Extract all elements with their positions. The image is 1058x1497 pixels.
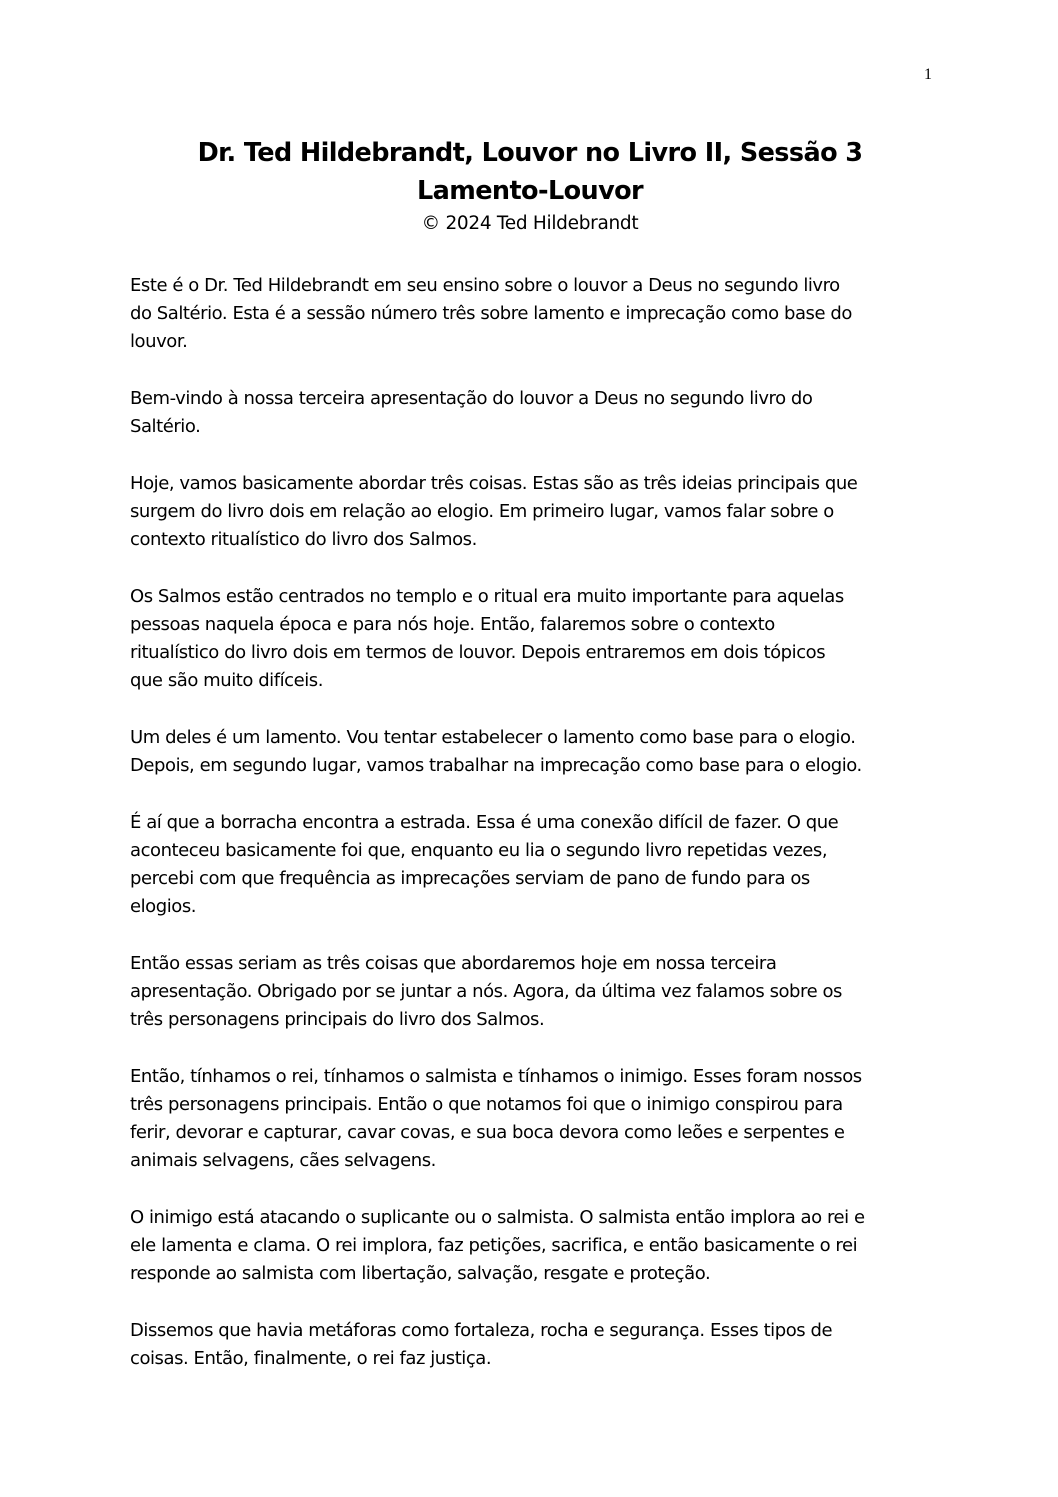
text-line: Hoje, vamos basicamente abordar três coisas. Estas são as três ideias principais que xyxy=(130,473,858,494)
document-body xyxy=(130,272,930,1402)
paragraph xyxy=(130,1317,930,1373)
text-line: responde ao salmista com libertação, salvação, resgate e proteção. xyxy=(130,1263,711,1284)
text-line: animais selvagens, cães selvagens. xyxy=(130,1150,436,1171)
text-line: louvor. xyxy=(130,331,188,352)
paragraph xyxy=(130,724,930,780)
paragraph xyxy=(130,1204,930,1288)
text-line: elogios. xyxy=(130,896,197,917)
page-number: 1 xyxy=(924,66,932,83)
text-line: Bem-vindo à nossa terceira apresentação do louvor a Deus no segundo livro do xyxy=(130,388,813,409)
document-header xyxy=(130,134,930,237)
title-line-2: Lamento-Louvor xyxy=(416,176,643,206)
text-line: Este é o Dr. Ted Hildebrandt em seu ensino sobre o louvor a Deus no segundo livro xyxy=(130,275,840,296)
text-line: Então, tínhamos o rei, tínhamos o salmista e tínhamos o inimigo. Esses foram nossos xyxy=(130,1066,862,1087)
paragraph xyxy=(130,583,930,695)
text-line: coisas. Então, finalmente, o rei faz justiça. xyxy=(130,1348,492,1369)
text-line: aconteceu basicamente foi que, enquanto eu lia o segundo livro repetidas vezes, xyxy=(130,840,828,861)
paragraph xyxy=(130,950,930,1034)
text-line: Depois, em segundo lugar, vamos trabalhar na imprecação como base para o elogio. xyxy=(130,755,862,776)
text-line: O inimigo está atacando o suplicante ou o salmista. O salmista então implora ao rei e xyxy=(130,1207,865,1228)
paragraph xyxy=(130,809,930,921)
text-line: Um deles é um lamento. Vou tentar estabelecer o lamento como base para o elogio. xyxy=(130,727,856,748)
text-line: Dissemos que havia metáforas como fortaleza, rocha e segurança. Esses tipos de xyxy=(130,1320,833,1341)
paragraph xyxy=(130,1063,930,1175)
paragraph xyxy=(130,470,930,554)
paragraph xyxy=(130,385,930,441)
text-line: ferir, devorar e capturar, cavar covas, e sua boca devora como leões e serpentes e xyxy=(130,1122,845,1143)
text-line: três personagens principais. Então o que notamos foi que o inimigo conspirou para xyxy=(130,1094,843,1115)
text-line: ritualístico do livro dois em termos de louvor. Depois entraremos em dois tópicos xyxy=(130,642,826,663)
paragraph xyxy=(130,272,930,356)
copyright-notice: © 2024 Ted Hildebrandt xyxy=(421,213,639,234)
text-line: Saltério. xyxy=(130,416,201,437)
text-line: apresentação. Obrigado por se juntar a nós. Agora, da última vez falamos sobre os xyxy=(130,981,842,1002)
title-line-1: Dr. Ted Hildebrandt, Louvor no Livro II, Sessão 3 xyxy=(197,138,863,168)
text-line: pessoas naquela época e para nós hoje. Então, falaremos sobre o contexto xyxy=(130,614,775,635)
text-line: ele lamenta e clama. O rei implora, faz petições, sacrifica, e então basicamente o rei xyxy=(130,1235,858,1256)
text-line: Então essas seriam as três coisas que abordaremos hoje em nossa terceira xyxy=(130,953,777,974)
text-line: que são muito difíceis. xyxy=(130,670,323,691)
text-line: Os Salmos estão centrados no templo e o ritual era muito importante para aquelas xyxy=(130,586,844,607)
text-line: É aí que a borracha encontra a estrada. Essa é uma conexão difícil de fazer. O que xyxy=(130,812,839,833)
text-line: três personagens principais do livro dos Salmos. xyxy=(130,1009,545,1030)
text-line: contexto ritualístico do livro dos Salmos. xyxy=(130,529,477,550)
text-line: percebi com que frequência as imprecações serviam de pano de fundo para os xyxy=(130,868,810,889)
text-line: surgem do livro dois em relação ao elogio. Em primeiro lugar, vamos falar sobre o xyxy=(130,501,834,522)
text-line: do Saltério. Esta é a sessão número três sobre lamento e imprecação como base do xyxy=(130,303,852,324)
